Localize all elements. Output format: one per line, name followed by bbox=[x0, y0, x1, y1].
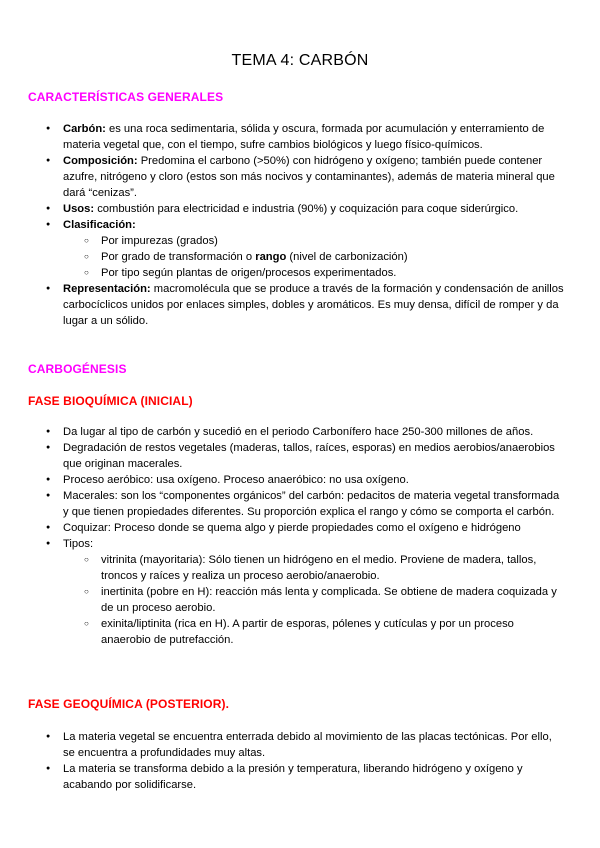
sub-item-impurezas: ○ Por impurezas (grados) bbox=[0, 233, 600, 249]
list-item-tipos: ● Tipos: bbox=[0, 536, 600, 552]
sub-item-tipo: ○ Por tipo según plantas de origen/procesos experimentados. bbox=[0, 265, 600, 281]
list-item-usos bbox=[0, 201, 600, 217]
list-item: ● La materia vegetal se encuentra enterrada debido al movimiento de las placas tectónicas. Por ello, se encuentra a profundidades muy altas. bbox=[0, 729, 600, 761]
bioquimica-list-block bbox=[0, 424, 600, 648]
text-representacion: macromolécula que se produce a través de la formación y condensación de anillos carbocíclicos unidos por enlaces simples, dobles y aromáticos. Es muy densa, difícil de romper y da lugar a un sólido. bbox=[63, 283, 564, 327]
list-item: ● Macerales: son los “componentes orgánicos” del carbón: pedacitos de materia vegetal transformada y que tienen propiedades diferentes. Su proporción explica el rango y cómo se comporta el carbón. bbox=[0, 488, 600, 520]
sub-item-exinita: ○ exinita/liptinita (rica en H). A partir de esporas, pólenes y cutículas y por un proceso anaerobio de putrefacción. bbox=[0, 616, 600, 648]
caracteristicas-list-block bbox=[0, 121, 600, 329]
label-clasificacion: Clasificación: bbox=[63, 219, 136, 231]
sub-rango-post: (nivel de carbonización) bbox=[286, 251, 408, 263]
list-item: ● Da lugar al tipo de carbón y sucedió en el periodo Carbonífero hace 250-300 millones de años. bbox=[0, 424, 600, 440]
list-item-clasificacion bbox=[0, 217, 600, 233]
list-item: ● Degradación de restos vegetales (maderas, tallos, raíces, esporas) en medios aerobios/anaerobios que originan macerales. bbox=[0, 440, 600, 472]
text-composicion: Predomina el carbono (>50%) con hidrógeno y oxígeno; también puede contener azufre, nitrógeno y cloro (estos son más nocivos y contaminantes), además de materia mineral que dará “cenizas”. bbox=[63, 155, 555, 199]
heading-caracteristicas: CARACTERÍSTICAS GENERALES bbox=[28, 90, 224, 104]
list-item: ● Coquizar: Proceso donde se quema algo y pierde propiedades como el oxígeno e hidrógeno bbox=[0, 520, 600, 536]
page-title: TEMA 4: CARBÓN bbox=[231, 52, 369, 69]
heading-carbogenesis: CARBOGÉNESIS bbox=[28, 362, 127, 376]
bioquimica-list bbox=[0, 424, 600, 648]
label-composicion: Composición: bbox=[63, 155, 138, 167]
heading-fase-geoquimica: FASE GEOQUÍMICA (POSTERIOR). bbox=[28, 697, 230, 711]
text-carbon: es una roca sedimentaria, sólida y oscura, formada por acumulación y enterramiento de materia vegetal que, con el tiempo, sufre cambios biológicos y luego físico-químicos. bbox=[63, 123, 545, 151]
text-usos: combustión para electricidad e industria (90%) y coquización para coque siderúrgico. bbox=[94, 203, 519, 215]
caracteristicas-list bbox=[0, 121, 600, 329]
geoquimica-list-block bbox=[0, 729, 600, 793]
label-usos: Usos: bbox=[63, 203, 95, 215]
list-item: ● La materia se transforma debido a la presión y temperatura, liberando hidrógeno y oxígeno y acabando por solidificarse. bbox=[0, 761, 600, 793]
geoquimica-list bbox=[0, 729, 600, 793]
label-carbon: Carbón: bbox=[63, 123, 106, 135]
sub-item-inertinita: ○ inertinita (pobre en H): reacción más lenta y complicada. Se obtiene de madera coquizada y de un proceso aerobio. bbox=[0, 584, 600, 616]
sub-item-vitrinita: ○ vitrinita (mayoritaria): Sólo tienen un hidrógeno en el medio. Proviene de madera, tallos, troncos y raíces y realiza un proceso aerobio/anaerobio. bbox=[0, 552, 600, 584]
sub-rango-bold: rango bbox=[255, 251, 287, 263]
sub-rango-pre: Por grado de transformación o bbox=[101, 251, 256, 263]
sub-item-rango bbox=[0, 249, 600, 265]
list-item-carbon bbox=[0, 121, 600, 153]
list-item-composicion bbox=[0, 153, 600, 201]
list-item-representacion bbox=[0, 281, 600, 329]
heading-fase-bioquimica: FASE BIOQUÍMICA (INICIAL) bbox=[28, 394, 193, 408]
label-representacion: Representación: bbox=[63, 283, 151, 295]
list-item: ● Proceso aeróbico: usa oxígeno. Proceso anaeróbico: no usa oxígeno. bbox=[0, 472, 600, 488]
